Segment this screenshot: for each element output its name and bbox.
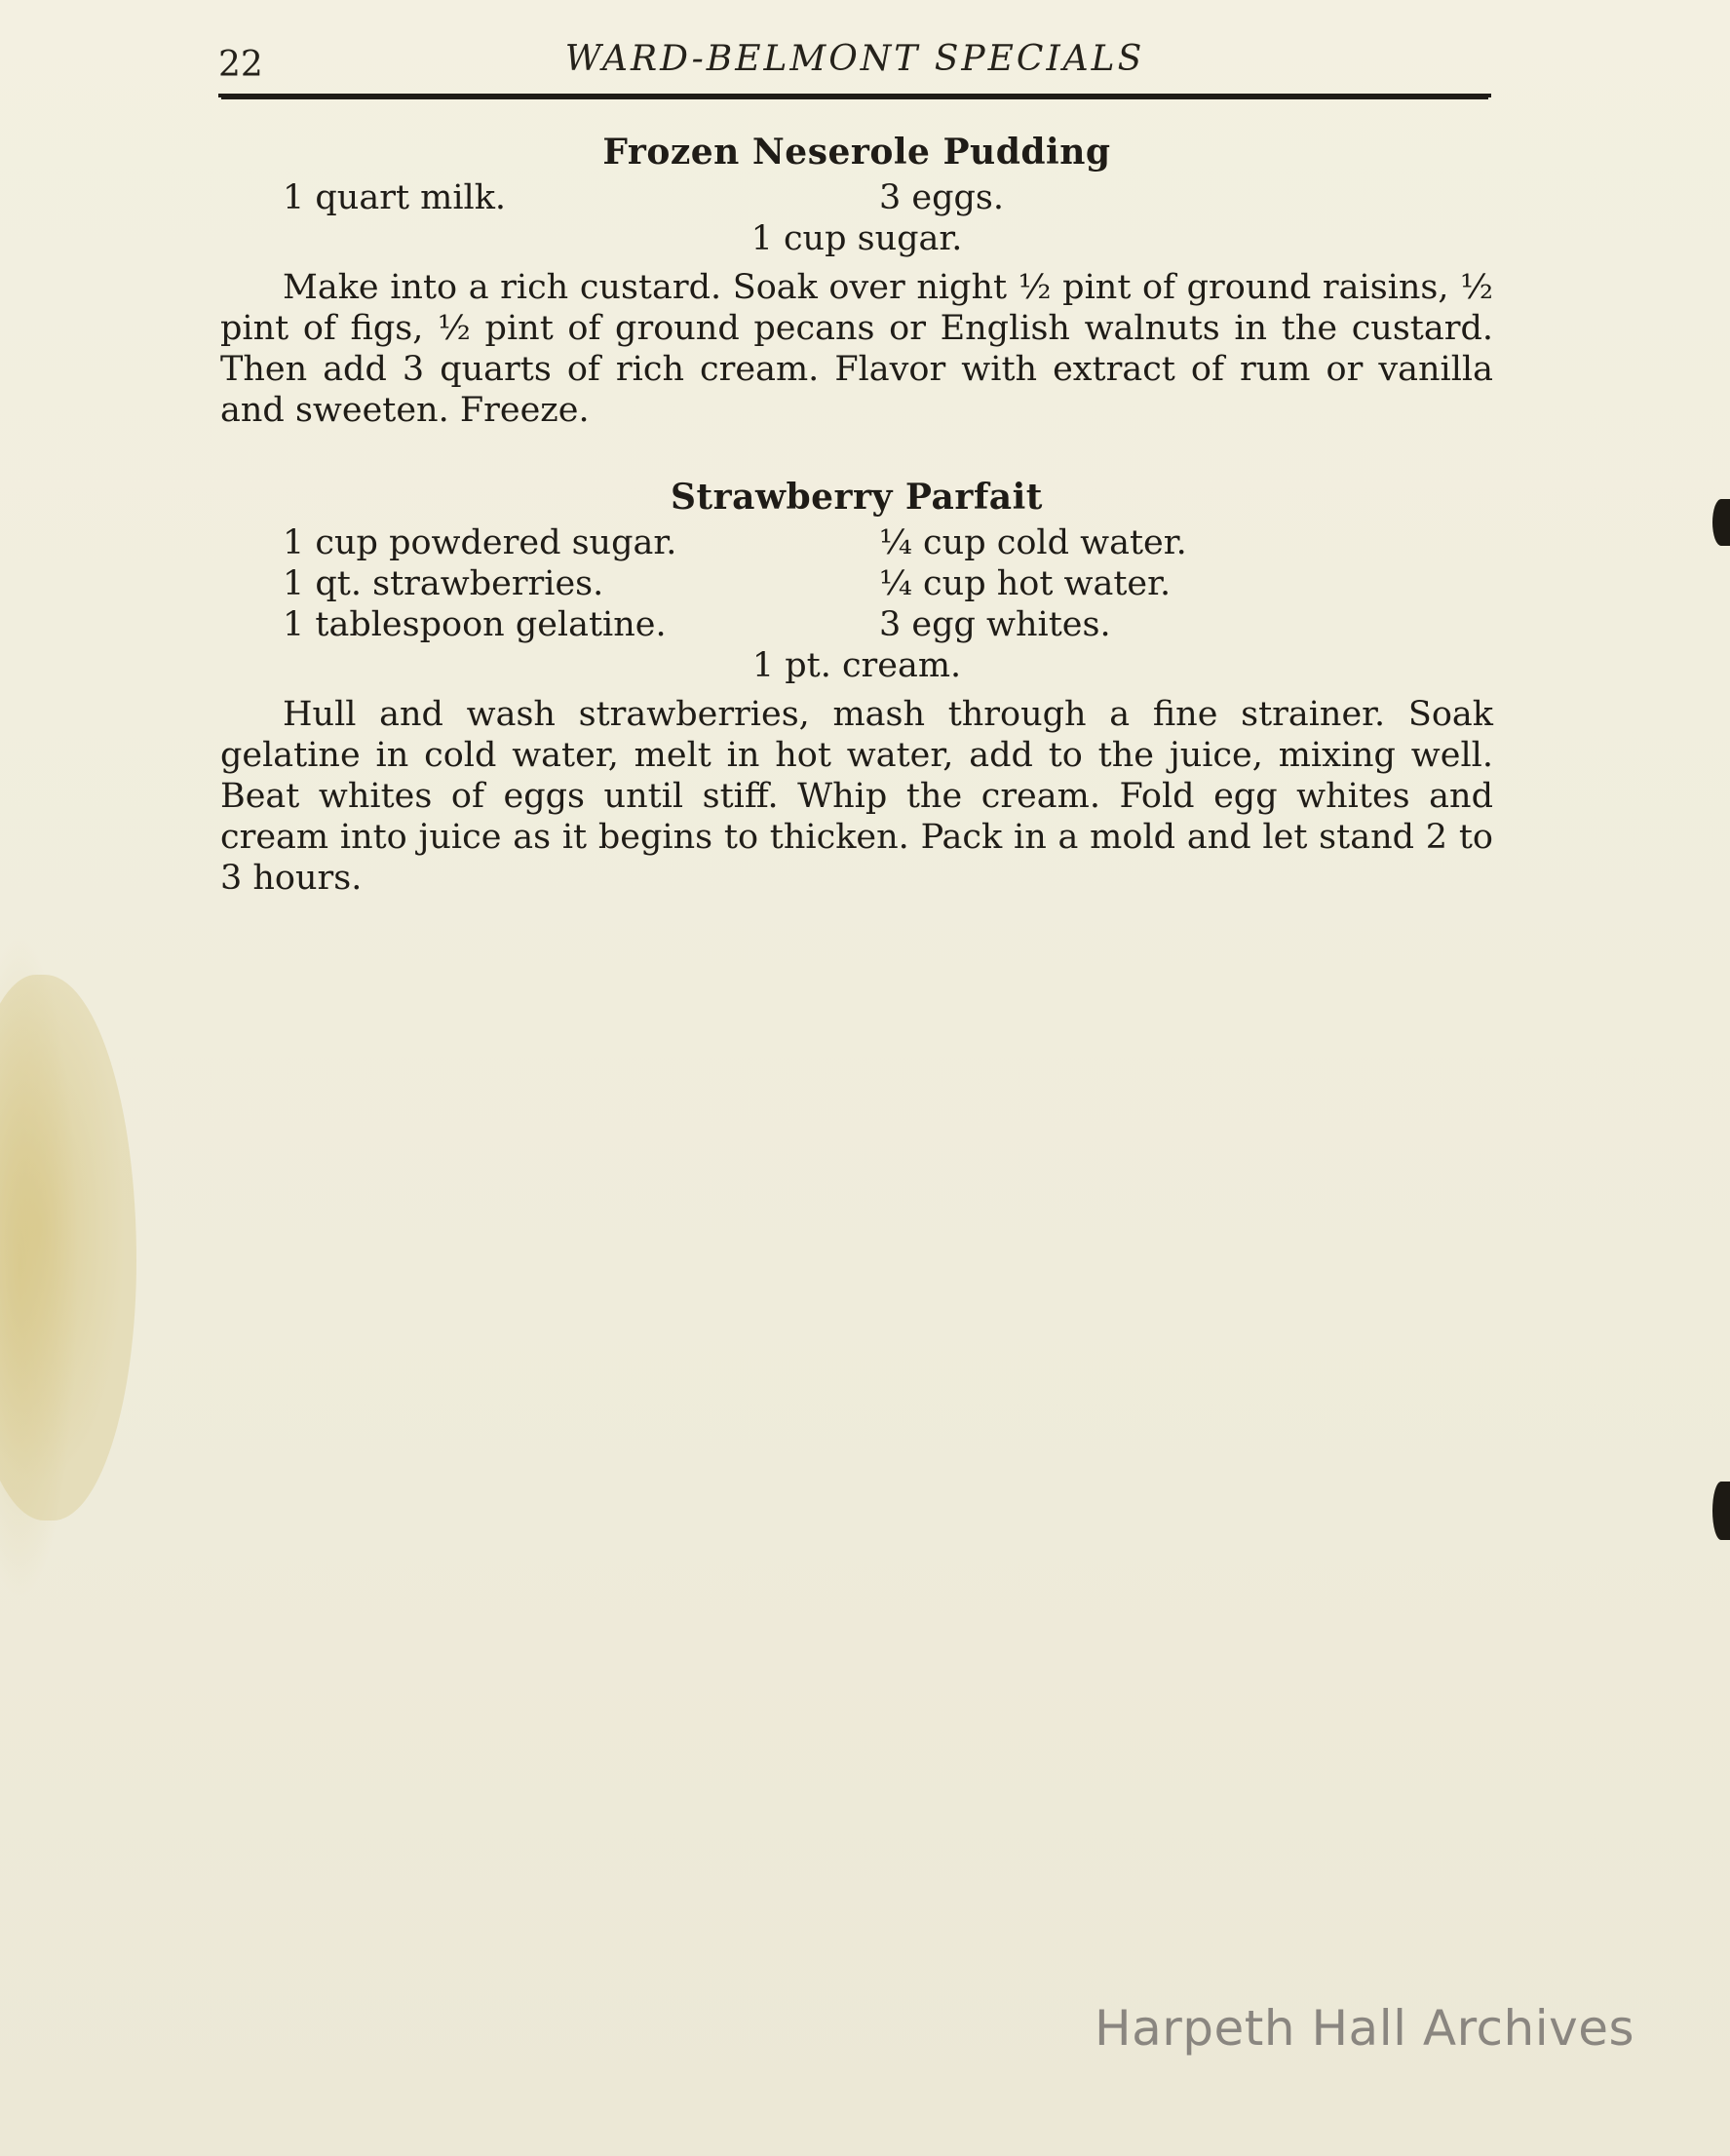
ingredient: 3 egg whites.	[879, 605, 1111, 644]
ingredient: 1 cup sugar.	[750, 219, 963, 258]
ingredient-row	[220, 604, 1493, 645]
recipe-frozen-neserole-pudding	[220, 127, 1493, 431]
ingredient-row	[220, 177, 1493, 218]
ingredient-row	[220, 522, 1493, 563]
page-content	[220, 127, 1493, 899]
page-header	[218, 39, 1491, 97]
ingredient-list	[220, 522, 1493, 686]
running-head: WARD-BELMONT SPECIALS	[564, 39, 1145, 79]
page-tear-top	[1712, 499, 1730, 546]
recipe-directions: Make into a rich custard. Soak over night ½ pint of ground raisins, ½ pint of figs, ½ pint of ground pecans or English walnuts in the custard. Then add 3 quarts of rich cream. Flavor with extract of rum or vanilla and sweeten. Freeze.	[220, 268, 1493, 430]
page-number: 22	[218, 45, 263, 85]
recipe-title: Frozen Neserole Pudding	[602, 132, 1111, 173]
ingredient: 1 qt. strawberries.	[283, 564, 604, 603]
ingredient: 1 quart milk.	[283, 178, 507, 217]
ingredient: ¼ cup hot water.	[879, 564, 1172, 603]
ingredient-row	[220, 563, 1493, 604]
page-tear-bottom	[1712, 1482, 1730, 1540]
ingredient: 3 eggs.	[879, 178, 1005, 217]
ingredient: 1 cup powdered sugar.	[283, 523, 677, 562]
archive-watermark: Harpeth Hall Archives	[1094, 2000, 1634, 2057]
ingredient-row	[220, 218, 1493, 259]
recipe-title: Strawberry Parfait	[671, 477, 1043, 518]
water-stain	[0, 975, 136, 1521]
ingredient: 1 tablespoon gelatine.	[283, 605, 667, 644]
ingredient-row	[220, 645, 1493, 686]
ingredient-list	[220, 177, 1493, 259]
ingredient: 1 pt. cream.	[751, 646, 962, 685]
ingredient: ¼ cup cold water.	[879, 523, 1187, 562]
recipe-directions: Hull and wash strawberries, mash through a fine strainer. Soak gelatine in cold water, melt in hot water, add to the juice, mixing well. Beat whites of eggs until stiff. Whip the cream. Fold egg whites and cream into juice as it begins to thicken. Pack in a mold and let stand 2 to 3 hours.	[220, 695, 1493, 898]
recipe-strawberry-parfait	[220, 472, 1493, 899]
